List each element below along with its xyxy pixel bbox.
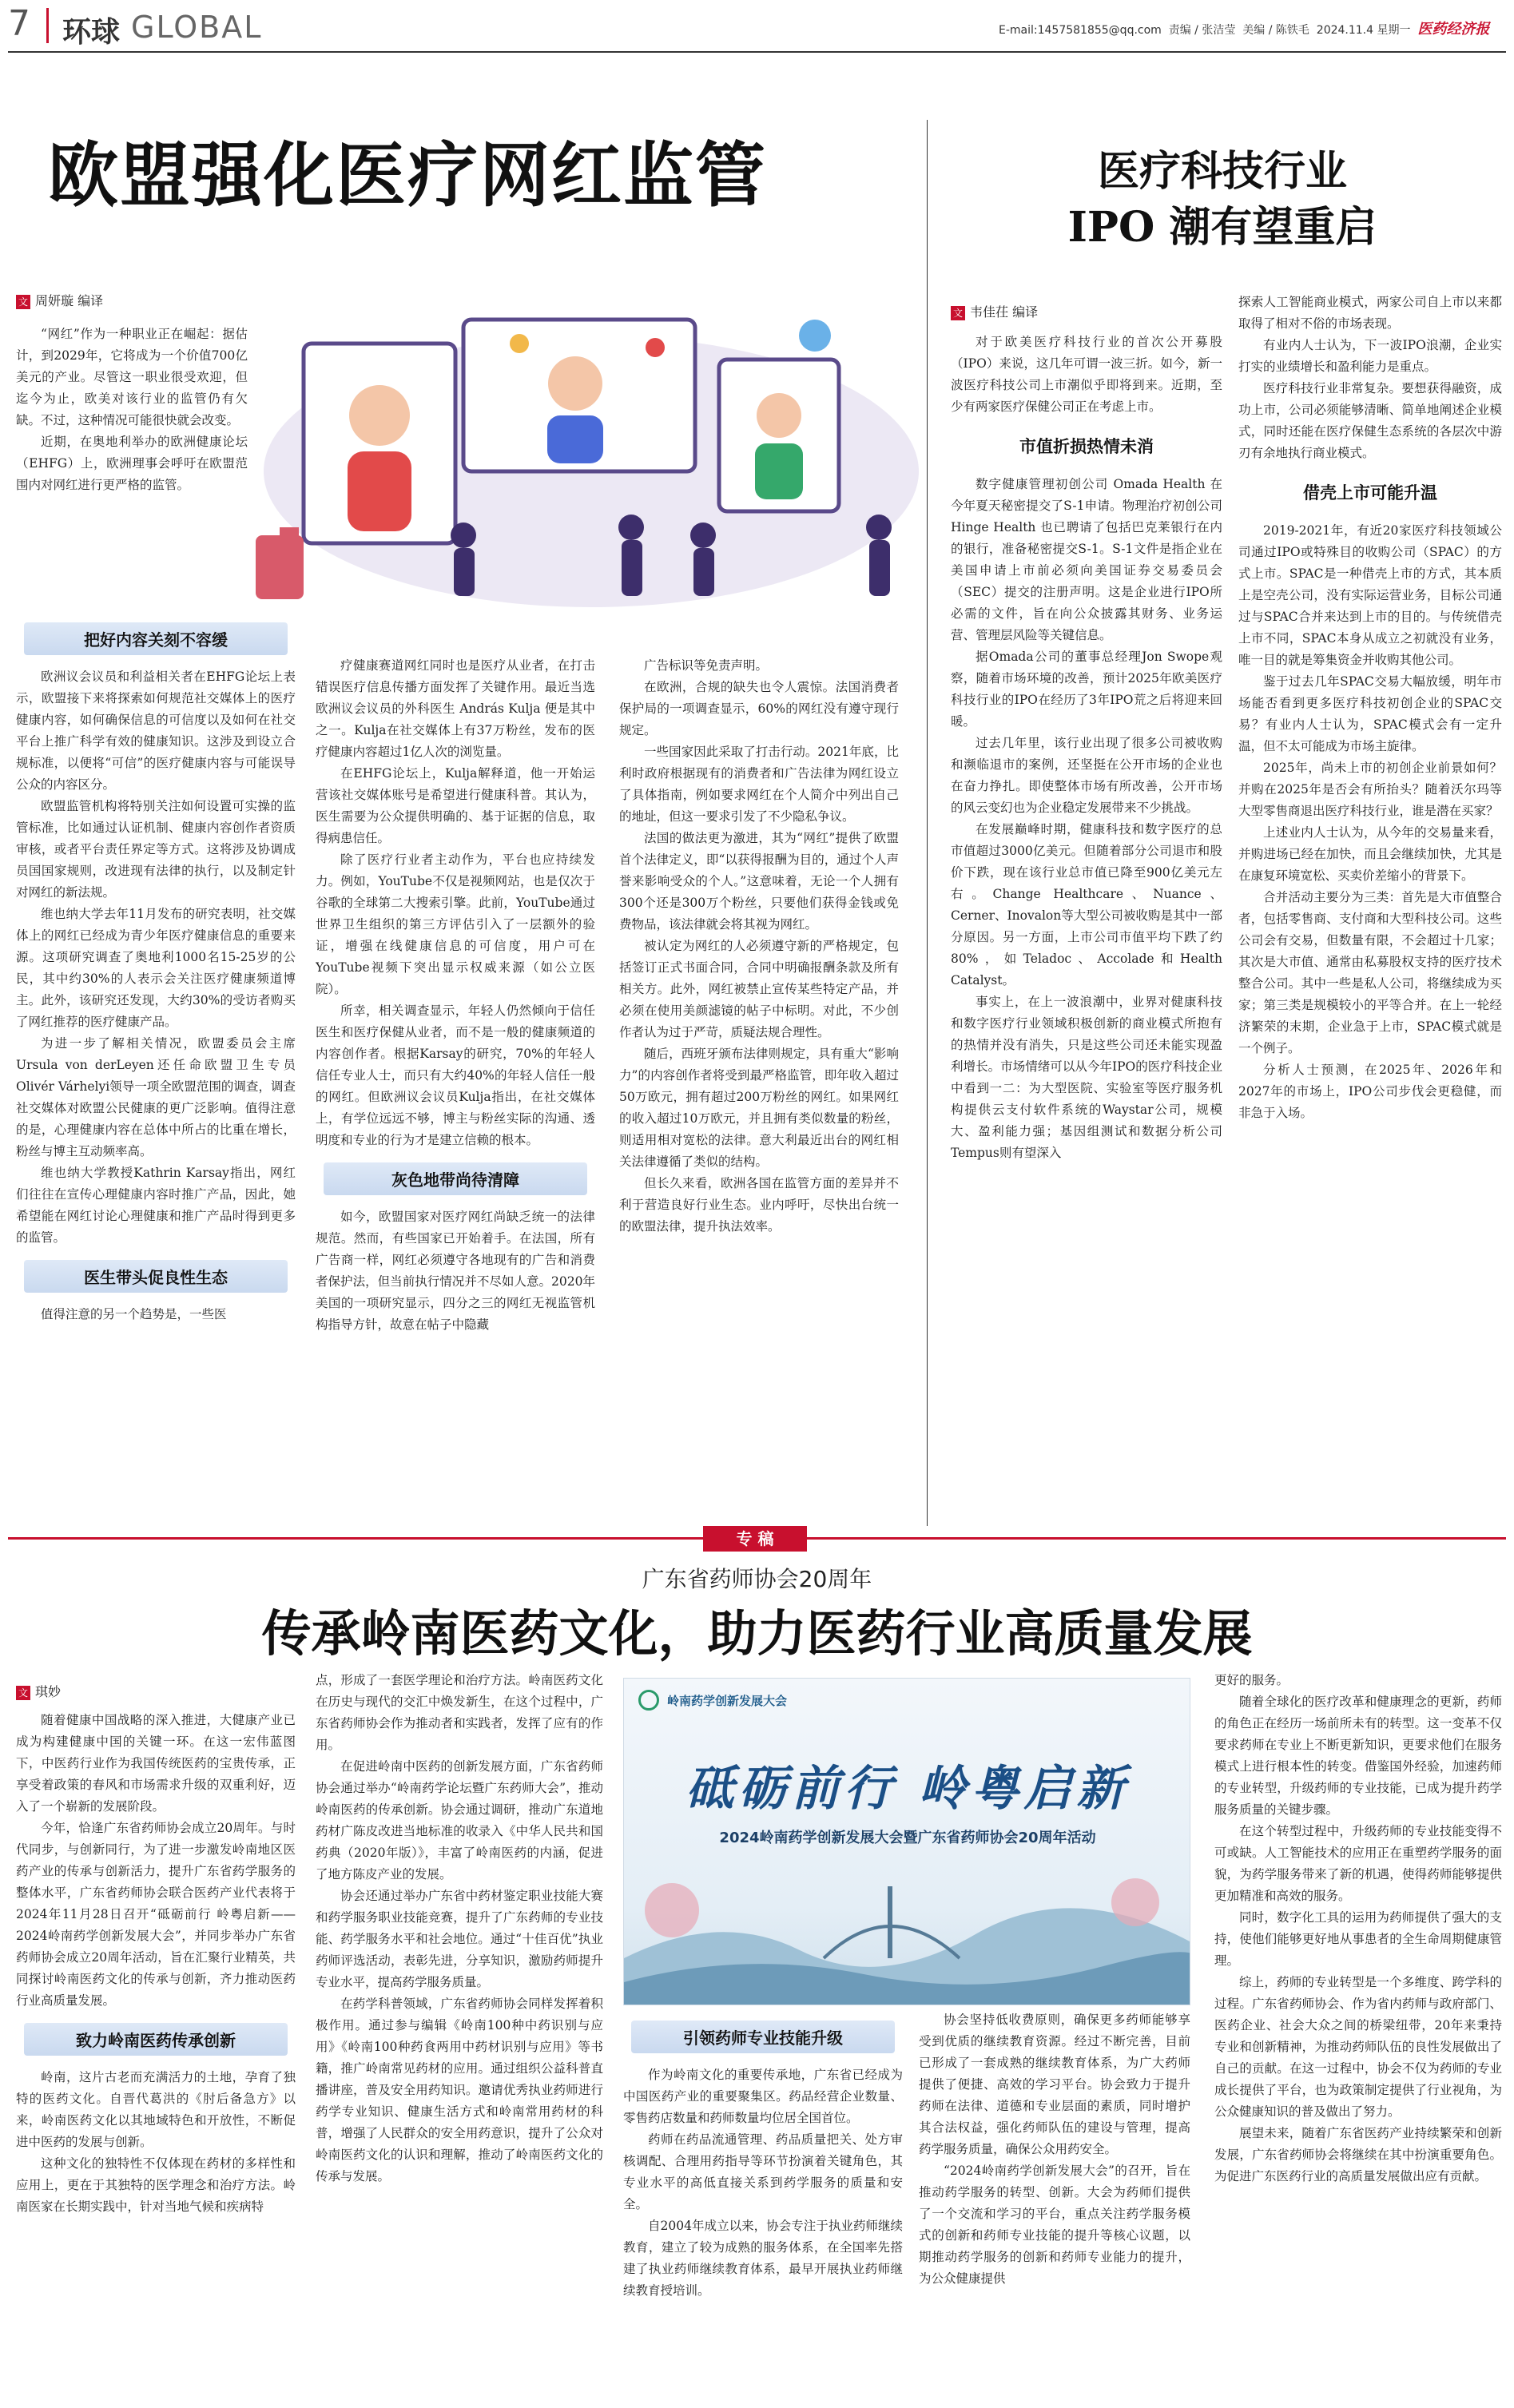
wen-badge: 文	[16, 295, 30, 309]
header-info	[999, 18, 1489, 38]
section-heading: 市值折损热情未消	[1019, 437, 1154, 456]
logo-icon	[638, 1690, 659, 1711]
article3-column-4: 协会坚持低收费原则，确保更多药师能够享受到优质的继续教育资源。经过不断完善，目前已形成了一套成熟的继续教育体系，为广大药师提供了便捷、高效的学习平台。协会致力于提升药师在法律、道德和专业层面的素质，同时增护其合法权益，强化药师队伍的建设与管理，提高药学服务质量，确保公众用药安全。 “2024岭南药学创新发展大会”的召开，旨在推动药学服务的转型、创新。大会为药师们提供了一个交流和学习的平台，重点关注药学服务模式的创新和药师专业技能的提升等核心议题，以期推动药学服务的创新和药师专业能力的提升，为公众健康提供	[919, 2013, 1190, 2286]
wen-badge: 文	[16, 1686, 30, 1700]
article3-column-1: 随着健康中国战略的深入推进，大健康产业已成为构建健康中国的关键一环。在这一宏伟蓝图下，中医药行业作为我国传统医药的宝贵传承，正享受着政策的春风和市场需求升级的双重利好，迈入了一个崭新的发展阶段。 今年，恰逢广东省药师协会成立20周年。与时代同步，与创新同行，为了进一步激发岭南地区医药产业的传承与创新活力，提升广东省药学服务的整体水平，广东省药师协会联合医药产业代表将于2024年11月28日召开“砥砺前行 岭粤启新——2024岭南药学创新发展大会”，并同步举办广东省药师协会成立20周年活动，旨在汇聚行业精英，共同探讨岭南医药文化的传承与创新，齐力推动医药行业高质量发展。 致力岭南医药传承创新 岭南，这片古老而充满活力的土地，孕育了独特的医药文化。自晋代葛洪的《肘后备急方》以来，岭南医药文化以其地域特色和开放性，不断促进中医药的发展与创新。 这种文化的独特性不仅体现在药材的多样性和应用上，更在于其独特的医学理念和治疗方法。岭南医家在长期实践中，针对当地气候和疾病特	[16, 1713, 296, 2214]
article2-byline: 文 韦佳茌 编译	[951, 302, 1038, 320]
banner-landscape	[624, 1862, 1190, 2005]
logo-text: 岭南药学创新发展大会	[667, 1693, 788, 1708]
designer: 美编 / 陈铁毛	[1242, 24, 1309, 37]
article2-column-2: 探索人工智能商业模式，两家公司自上市以来都取得了相对不俗的市场表现。 有业内人士认为，下一波IPO浪潮，企业实打实的业绩增长和盈利能力是重点。 医疗科技行业非常复杂。要想获得融资，成功上市，公司必须能够清晰、简单地阐述企业模式，同时还能在医疗保健生态系统的各层次中游刃有余地执行商业模式。 借壳上市可能升温 2019-2021年，有近20家医疗科技领域公司通过IPO或特殊目的收购公司（SPAC）的方式上市。SPAC是一种借壳上市的方式，其本质上是空壳公司，没有实际运营业务，目标公司通过与SPAC合并来达到上市的目的。与传统借壳上市不同，SPAC本身从成立之初就没有业务，唯一目的就是筹集资金并收购其他公司。 鉴于过去几年SPAC交易大幅放缓，明年市场能否看到更多医疗科技初创企业的SPAC交易？有业内人士认为，SPAC模式会有一定升温，但不太可能成为市场主旋律。 2025年，尚未上市的初创企业前景如何？并购在2025年是否会有所抬头？随着沃尔玛等大型零售商退出医疗科技行业，谁是潜在买家？ 上述业内人士认为，从今年的交易量来看，并购进场已经在加快，而且会继续加快，尤其是在康复环境宽松、买卖价差缩小的背景下。 合并活动主要分为三类：首先是大市值整合者，包括零售商、支付商和大型科技公司。这些公司会有交易，但数量有限，不会超过十几家；其次是大市值、通常由私募股权支持的医疗技术整合公司。其中一些是私人公司，将继续成为买家；第三类是规模较小的平等合并。在上一轮经济繁荣的末期，企业急于上市，SPAC模式就是一个例子。 分析人士预测，在2025年、2026年和2027年的市场上，IPO公司步伐会更稳健，而非急于入场。	[1238, 295, 1502, 1120]
article3-byline: 文 琪妙	[16, 1682, 61, 1700]
section-heading: 医生带头促良性生态	[24, 1260, 288, 1293]
wen-badge: 文	[951, 306, 965, 320]
article2-column-1: 对于欧美医疗科技行业的首次公开募股（IPO）来说，这几年可谓一波三折。如今，新一波医疗科技公司上市潮似乎即将到来。近期，至少有两家医疗保健公司正在考虑上市。 市值折损热情未消 数字健康管理初创公司 Omada Health 在今年夏天秘密提交了S-1申请。物理治疗初创公司 Hinge Health 也已聘请了包括巴克莱银行在内的银行，准备秘密提交S-1。S-1文件是指企业在美国申请上市前必须向美国证券交易委员会（SEC）提交的注册声明。这是企业进行IPO所必需的文件，旨在向公众披露其财务、业务运营、管理层风险等关键信息。 据Omada公司的董事总经理Jon Swope观察，随着市场环境的改善，预计2025年欧美医疗科技行业的IPO在经历了3年IPO荒之后将迎来回暖。 过去几年里，该行业出现了很多公司被收购和濒临退市的案例，还坚挺在公开市场的企业也在奋力挣扎。即使整体市场有所改善，公开市场的风云变幻也为企业稳定发展带来不少挑战。 在发展巅峰时期，健康科技和数字医疗的总市值超过3000亿美元。但随着部分公司退市和股价下跌，现在该行业总市值已降至900亿美元左右。Change Healthcare、Nuance、Cerner、Inovalon等大型公司被收购是其中一部分原因。另一方面，上市公司市值平均下跌了约80%，如Teladoc、Accolade和Health Catalyst。 事实上，在上一波浪潮中，业界对健康科技和数字医疗行业领域积极创新的商业模式所抱有的热情并没有消失，只是这些公司还未能实现盈利增长。市场情绪可以从今年IPO的医疗科技企业中看到一二：为大型医院、实验室等医疗服务机构提供云支付软件系统的Waystar公司，规模大、盈利能力强；基因组测试和数据分析公司Tempus则有望深入	[951, 335, 1222, 1160]
article3-column-5: 更好的服务。 随着全球化的医疗改革和健康理念的更新，药师的角色正在经历一场前所未有的转型。这一变革不仅要求药师在专业上不断更新知识，更要求他们在服务模式上进行根本性的转变。借鉴国外经验，加速药师的专业转型，升级药师的专业技能，已成为提升药学服务质量的关键步骤。 在这个转型过程中，升级药师的专业技能变得不可或缺。人工智能技术的应用正在重塑药学服务的面貌，为药学服务带来了新的机遇，使得药师能够提供更加精准和高效的服务。 同时，数字化工具的运用为药师提供了强大的支持，使他们能够更好地从事患者的全生命周期健康管理。 综上，药师的专业转型是一个多维度、跨学科的过程。广东省药师协会、作为省内药师与政府部门、医药企业、社会大众之间的桥梁纽带，20年来秉持专业和创新精神，为推动药师队伍的良性发展做出了自己的贡献。在这一过程中，协会不仅为药师的专业成长提供了平台，也为政策制定提供了行业视角，为公众健康知识的普及做出了努力。 展望未来，随着广东省医药产业持续繁荣和创新发展，广东省药师协会将继续在其中扮演重要角色。为促进广东医药行业的高质量发展做出应有贡献。	[1214, 1673, 1502, 2183]
contact-email: E-mail:1457581855@qq.com	[999, 24, 1162, 37]
section-heading: 引领药师专业技能升级	[631, 2021, 895, 2053]
issue-date: 2024.11.4 星期一	[1316, 24, 1411, 37]
influencer-illustration	[256, 296, 927, 615]
article1-byline: 文 周妍璇 编译	[16, 291, 103, 309]
section-heading: 把好内容关刻不容缓	[24, 622, 288, 655]
article3-column-3: 引领药师专业技能升级 作为岭南文化的重要传承地，广东省已经成为中国医药产业的重要聚集区。药品经营企业数量、零售药店数量和药师数量均位居全国首位。 药师在药品流通管理、药品质量把关、处方审核调配、合理用药指导等环节扮演着关键角色，其专业水平的高低直接关系到药学服务的质量和安全。 自2004年成立以来，协会专注于执业药师继续教育，建立了较为成熟的服务体系，在全国率先搭建了执业药师继续教育体系，最早开展执业药师继续教育授培训。	[623, 2009, 903, 2405]
masthead	[0, 0, 1514, 56]
article1-column-3: 广告标识等免责声明。 在欧洲，合规的缺失也令人震惊。法国消费者保护局的一项调查显示，60%的网红没有遵守现行规定。 一些国家因此采取了打击行动。2021年底，比利时政府根据现有的消费者和广告法律为网红设立了具体指南，例如要求网红在个人简介中列出自己的地址，但这一要求引发了不少隐私争议。 法国的做法更为激进，其为“网红”提供了欧盟首个法律定义，即“以获得报酬为目的，通过个人声誉来影响受众的个人。”这意味着，无论一个人拥有300个还是300万个粉丝，只要他们获得金钱或免费物品，该法律就会将其视为网红。 被认定为网红的人必须遵守新的严格规定，包括签订正式书面合同，合同中明确报酬条款及所有相关方。此外，网红被禁止宣传某些特定产品，并必须在使用美颜滤镜的帖子中标明。对此，不少创作者认为过于严苛，质疑法规合理性。 随后，西班牙颁布法律则规定，具有重大“影响力”的内容创作者将受到最严格监管，即年收入超过50万欧元，拥有超过200万粉丝的网红。如果网红的收入超过10万欧元，并且拥有类似数量的粉丝，则适用相对宽松的法律。意大利最近出台的网红相关法律遵循了类似的结构。 但长久来看，欧洲各国在监管方面的差异并不利于营造良好行业生态。业内呼吁，尽快出台统一的欧盟法律，提升执法效率。	[619, 658, 899, 1234]
article3-title: 传承岭南医药文化，助力医药行业高质量发展	[261, 1604, 1253, 1663]
article1-column-1: 把好内容关刻不容缓 欧洲议会议员和利益相关者在EHFG论坛上表示，欧盟接下来将探索如何规范社交媒体上的医疗健康内容，如何确保信息的可信度以及如何在社交平台上推广科学有效的健康知识。这涉及到设立合规标准，以便将“可信”的医疗健康内容与可能误导公众的内容区分。 欧盟监管机构将特别关注如何设置可实操的监管标准，比如通过认证机制、健康内容创作者资质审核，或者平台责任界定等方式。这将涉及协调成员国国家规则，改进现有法律的执行，以及制定针对网红的新法规。 维也纳大学去年11月发布的研究表明，社交媒体上的网红已经成为青少年医疗健康信息的重要来源。这项研究调查了奥地利1000名15-25岁的公民，其中约30%的人表示会关注医疗健康频道博主。此外，该研究还发现，大约30%的受访者购买了网红推荐的医疗健康产品。 为进一步了解相关情况，欧盟委员会主席Ursula von derLeyen还任命欧盟卫生专员Olivér Várhelyi领导一项全欧盟范围的调查，调查社交媒体对欧盟公民健康的更广泛影响。值得注意的是，心理健康内容在总体中所占的比重在增长，粉丝与博主互动频率高。 维也纳大学教授Kathrin Karsay指出，网红们往往在宣传心理健康内容时推广产品，因此，她希望能在网红讨论心理健康和推广产品时得到更多的监管。 医生带头促良性生态 值得注意的另一个趋势是，一些医	[16, 611, 296, 1518]
editor: 责编 / 张洁莹	[1168, 24, 1236, 37]
event-subtitle: 2024岭南药学创新发展大会暨广东省药师协会20周年活动	[719, 1830, 1096, 1846]
section-heading: 致力岭南医药传承创新	[24, 2023, 288, 2056]
special-label: 专 稿	[703, 1526, 807, 1552]
paper-logo: 医药经济报	[1417, 21, 1490, 38]
event-banner	[623, 1678, 1190, 2005]
section-title-cn: 环球	[62, 16, 121, 49]
event-logo	[638, 1690, 787, 1711]
article3-kicker: 广东省药师协会20周年	[642, 1566, 872, 1592]
section-title-en: GLOBAL	[131, 10, 263, 45]
page-number: 7	[8, 3, 30, 44]
article2-title: 医疗科技行业 IPO 潮有望重启	[1067, 147, 1377, 252]
section-heading: 灰色地带尚待清障	[324, 1162, 587, 1195]
article1-title: 欧盟强化医疗网红监管	[48, 134, 768, 217]
article1-intro: “网红”作为一种职业正在崛起：据估计，到2029年，它将成为一个价值700亿美元的产业。尽管这一职业很受欢迎，但迄今为止，欧美对该行业的监管仍有欠缺。不过，这种情况可能很快就会改变。 近期，在奥地利举办的欧洲健康论坛（EHFG）上，欧洲理事会呼吁在欧盟范围内对网红进行更严格的监管。	[16, 327, 248, 492]
section-heading: 借壳上市可能升温	[1303, 483, 1437, 503]
article1-column-2: 疗健康赛道网红同时也是医疗从业者，在打击错误医疗信息传播方面发挥了关键作用。最近当选欧洲议会议员的外科医生 András Kulja 便是其中之一。Kulja在社交媒体上有37万粉丝，发布的医疗健康内容超过1亿人次的浏览量。 在EHFG论坛上，Kulja解释道，他一开始运营该社交媒体账号是希望进行健康科普。其认为，医生需要为公众提供明确的、基于证据的信息，取得病患信任。 除了医疗行业者主动作为，平台也应持续发力。例如，YouTube不仅是视频网站，也是仅次于谷歌的全球第二大搜索引擎。此前，YouTube通过世界卫生组织的第三方评估引入了一层额外的验证，增强在线健康信息的可信度，用户可在YouTube视频下突出显示权威来源（如公立医院）。 所幸，相关调查显示，年轻人仍然倾向于信任医生和医疗保健从业者，而不是一般的健康频道的内容创作者。根据Karsay的研究，70%的年轻人信任专业人士，而只有大约40%的年轻人信任一般的网红。但欧洲议会议员Kulja指出，在社交媒体上，有学位远远不够，博主与粉丝实际的沟通、透明度和专业的行为才是建立信赖的根本。 灰色地带尚待清障 如今，欧盟国家对医疗网红尚缺乏统一的法律规范。然而，有些国家已开始着手。在法国，所有广告商一样，网红必须遵守各地现有的广告和消费者保护法，但当前执行情况并不尽如人意。2020年美国的一项研究显示，四分之三的网红无视监管机构指导方针，故意在帖子中隐藏	[316, 658, 595, 1332]
article3-column-2: 点，形成了一套医学理论和治疗方法。岭南医药文化在历史与现代的交汇中焕发新生，在这个过程中，广东省药师协会作为推动者和实践者，发挥了应有的作用。 在促进岭南中医药的创新发展方面，广东省药师协会通过举办“岭南药学论坛暨广东药师大会”，推动岭南医药的传承创新。协会通过调研，推动广东道地药材广陈皮改进当地标准的收录入《中华人民共和国药典（2020年版）》，丰富了岭南医药的内涵，促进了地方陈皮产业的发展。 协会还通过举办广东省中药材鉴定职业技能大赛和药学服务职业技能竞赛，提升了广东药师的专业技能、药学服务水平和社会地位。通过“十佳百优”执业药师评选活动，表彰先进，分享知识，激励药师提升专业水平，提高药学服务质量。 在药学科普领域，广东省药师协会同样发挥着积极作用。通过参与编辑《岭南100种中药识别与应用》《岭南100种药食两用中药材识别与应用》等书籍，推广岭南常见药材的应用。通过组织公益科普直播讲座，普及安全用药知识。邀请优秀执业药师进行药学专业知识、健康生活方式和岭南常用药材的科普，增强了人民群众的安全用药意识，提升了公众对岭南医药文化的认识和理解，推动了岭南医药文化的传承与发展。	[316, 1673, 603, 2183]
column-divider	[927, 120, 928, 1526]
event-slogan: 砥砺前行 岭粤启新	[685, 1761, 1130, 1817]
